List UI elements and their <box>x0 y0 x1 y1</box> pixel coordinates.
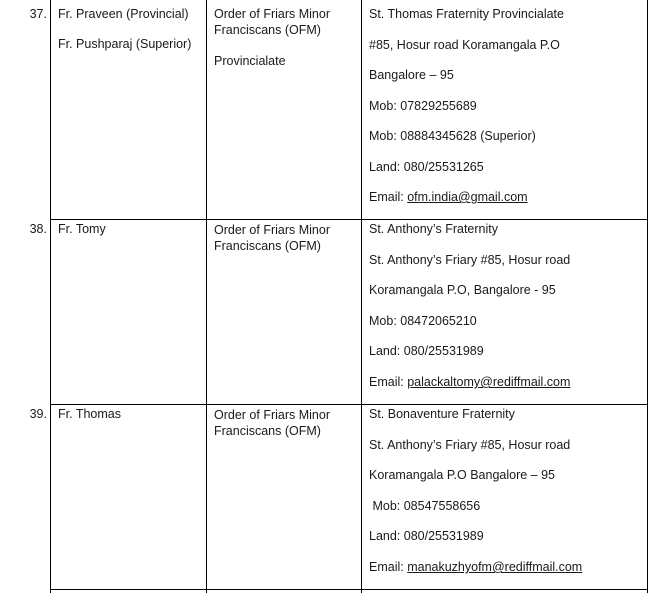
row-divider <box>50 219 648 220</box>
order-name: Franciscans (OFM) <box>214 239 321 253</box>
mobile-number: Mob: 08547558656 <box>369 499 481 513</box>
person-name: Fr. Pushparaj (Superior) <box>58 37 192 51</box>
order-name: Franciscans (OFM) <box>214 23 321 37</box>
person-name: Fr. Tomy <box>58 222 106 236</box>
row-divider <box>50 404 648 405</box>
mobile-number: Mob: 07829255689 <box>369 99 477 113</box>
table-border-right <box>647 0 648 593</box>
person-name: Fr. Praveen (Provincial) <box>58 7 189 21</box>
address-line: Bangalore – 95 <box>369 68 454 82</box>
table-border-bottom <box>50 589 648 590</box>
address-line: St. Thomas Fraternity Provincialate <box>369 7 564 21</box>
email-label: Email: <box>369 190 408 204</box>
email-line <box>369 189 528 206</box>
row-number: 37. <box>29 7 47 21</box>
email-line <box>369 374 570 391</box>
address-line: St. Anthony’s Friary #85, Hosur road <box>369 438 571 452</box>
order-name: Franciscans (OFM) <box>214 424 321 438</box>
landline-number: Land: 080/25531265 <box>369 160 484 174</box>
column-divider <box>206 0 207 593</box>
table-border-left <box>50 0 51 593</box>
mobile-number: Mob: 08884345628 (Superior) <box>369 129 536 143</box>
column-divider <box>361 0 362 593</box>
order-name: Order of Friars Minor <box>214 408 330 422</box>
person-name: Fr. Thomas <box>58 407 121 421</box>
landline-number: Land: 080/25531989 <box>369 529 484 543</box>
email-link[interactable]: manakuzhyofm@rediffmail.com <box>407 560 583 574</box>
email-label: Email: <box>369 560 408 574</box>
landline-number: Land: 080/25531989 <box>369 344 484 358</box>
address-line: Koramangala P.O Bangalore – 95 <box>369 468 556 482</box>
address-line: St. Bonaventure Fraternity <box>369 407 515 421</box>
order-name: Order of Friars Minor <box>214 223 330 237</box>
row-number: 38. <box>29 222 47 236</box>
address-line: St. Anthony’s Friary #85, Hosur road <box>369 253 571 267</box>
address-line: #85, Hosur road Koramangala P.O <box>369 38 560 52</box>
row-number: 39. <box>29 407 47 421</box>
email-link[interactable]: palackaltomy@rediffmail.com <box>407 375 571 389</box>
order-extra: Provincialate <box>214 54 286 68</box>
address-line: Koramangala P.O, Bangalore - 95 <box>369 283 556 297</box>
email-line <box>369 559 582 576</box>
email-link[interactable]: ofm.india@gmail.com <box>407 190 528 204</box>
order-name: Order of Friars Minor <box>214 7 330 21</box>
mobile-number: Mob: 08472065210 <box>369 314 477 328</box>
email-label: Email: <box>369 375 408 389</box>
address-line: St. Anthony’s Fraternity <box>369 222 498 236</box>
